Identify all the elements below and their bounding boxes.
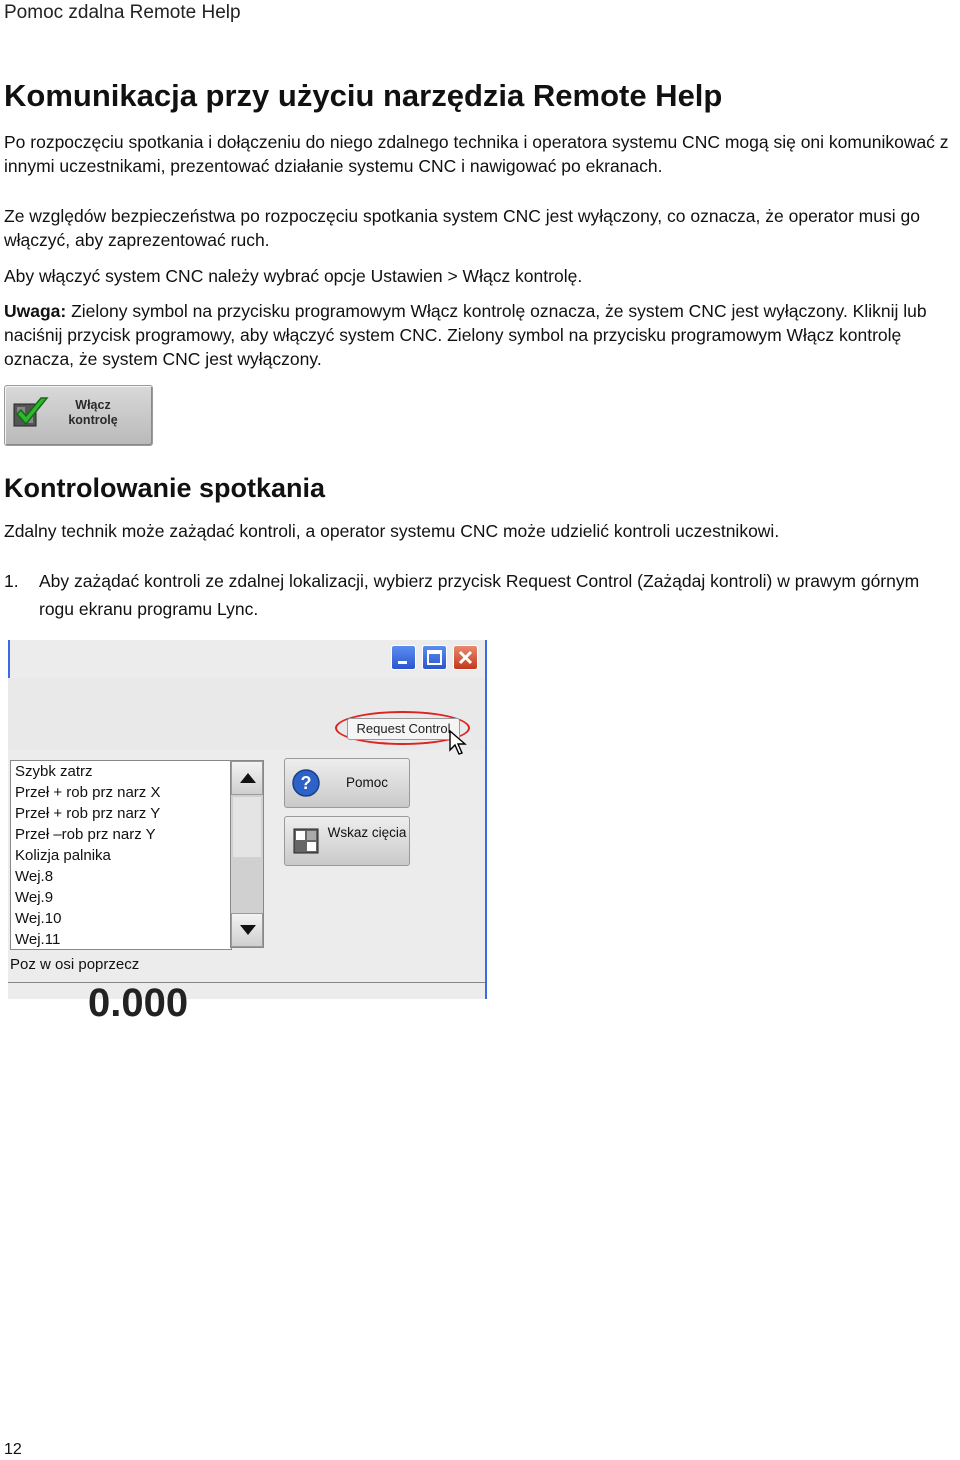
lync-window-screenshot	[8, 640, 487, 1025]
list-item[interactable]: Kolizja palnika	[15, 847, 111, 864]
scroll-thumb[interactable]	[233, 797, 261, 857]
window-titlebar	[8, 640, 487, 678]
scroll-up-button[interactable]	[231, 761, 263, 795]
green-check-icon	[11, 394, 51, 434]
cut-hint-icon	[291, 826, 321, 856]
document-header-title: Pomoc zdalna Remote Help	[4, 2, 241, 23]
paragraph-enable-control: Aby włączyć system CNC należy wybrać opcje Ustawien > Włącz kontrolę.	[4, 266, 583, 286]
help-button-label: Pomoc	[345, 775, 389, 790]
list-item[interactable]: Wej.9	[15, 889, 54, 906]
minimize-icon	[392, 646, 415, 669]
page-number: 12	[4, 1441, 22, 1458]
maximize-button[interactable]	[422, 645, 447, 670]
list-item[interactable]: Wej.10	[15, 910, 62, 927]
axis-position-value: 0.000	[88, 981, 189, 1025]
svg-text:?: ?	[300, 773, 312, 793]
step-number: 1.	[4, 571, 19, 591]
request-control-button[interactable]: Request Control	[347, 718, 460, 740]
paragraph-intro: Po rozpoczęciu spotkania i dołączeniu do niego zdalnego technika i operatora systemu CNC mogą się oni komunikować z innymi uczestnikami, prezentować działanie systemu CNC i nawigować po ekranach.	[4, 132, 949, 176]
paragraph-note	[4, 299, 954, 371]
paragraph-meeting-control: Zdalny technik może zażądać kontroli, a operator systemu CNC może udzielić kontroli uczestnikowi.	[4, 521, 780, 541]
list-item[interactable]: Szybk zatrz	[15, 763, 93, 780]
help-question-icon	[291, 768, 321, 798]
list-item[interactable]: Przeł –rob prz narz Y	[15, 826, 156, 843]
list-item[interactable]: Wej.8	[15, 868, 54, 885]
paragraph-safety: Ze względów bezpieczeństwa po rozpoczęciu spotkania system CNC jest wyłączony, co oznacza, że operator musi go włączyć, aby zaprezentować ruch.	[4, 206, 920, 250]
section-heading-meeting-control: Kontrolowanie spotkania	[4, 473, 326, 503]
list-item[interactable]: Wej.11	[15, 931, 61, 948]
list-item[interactable]: Przeł + rob prz narz Y	[15, 805, 161, 822]
mouse-cursor-icon	[449, 730, 467, 756]
enable-control-label: Włącz kontrolę	[68, 398, 118, 427]
note-text: Zielony symbol na przycisku programowym Włącz kontrolę oznacza, że system CNC jest wyłączony. Kliknij lub naciśnij przycisk programowy, aby włączyć system CNC. Zielony symbol na przycisku programowym Włącz kontrolę oznacza, że system CNC jest wyłączony.	[4, 301, 927, 369]
minimize-button[interactable]	[391, 645, 416, 670]
list-item[interactable]: Przeł + rob prz narz X	[15, 784, 161, 801]
arrow-down-icon	[238, 923, 258, 937]
maximize-icon	[423, 646, 446, 669]
enable-control-button[interactable]	[4, 385, 153, 446]
request-control-area	[8, 678, 485, 750]
input-status-list[interactable]	[10, 760, 232, 950]
section-heading-communication: Komunikacja przy użyciu narzędzia Remote Help	[4, 78, 723, 113]
axis-position-label: Poz w osi poprzecz	[10, 956, 140, 973]
close-button[interactable]	[453, 645, 478, 670]
cut-hint-label: Wskaz cięcia	[327, 825, 407, 840]
scroll-down-button[interactable]	[231, 913, 263, 947]
step-text: Aby zażądać kontroli ze zdalnej lokalizacji, wybierz przycisk Request Control (Zażądaj kontroli) w prawym górnym rogu ekranu programu Lync.	[39, 571, 920, 619]
list-scrollbar[interactable]	[230, 760, 264, 948]
note-label: Uwaga:	[4, 301, 67, 321]
close-icon	[454, 646, 477, 669]
cut-hint-button[interactable]	[284, 816, 410, 866]
help-button[interactable]	[284, 758, 410, 808]
arrow-up-icon	[238, 771, 258, 785]
